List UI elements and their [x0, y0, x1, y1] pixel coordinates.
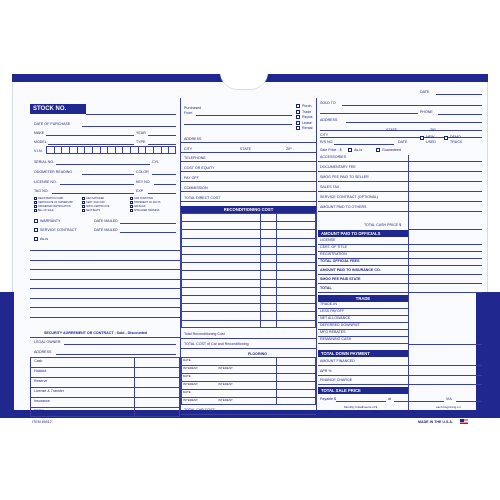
purchase-type-label: Lease [302, 120, 312, 125]
officials-row-line[interactable] [318, 292, 482, 293]
vin-boxes[interactable] [46, 146, 176, 154]
total-cost-line[interactable] [181, 348, 316, 349]
document-checkbox[interactable] [82, 201, 85, 204]
model-line[interactable] [48, 144, 134, 145]
recon-row-line [181, 303, 316, 304]
date-label: DATE [420, 90, 430, 94]
sold-to-label: SOLD TO [320, 101, 336, 105]
officials-row-label: CERT. OF TITLE [320, 245, 348, 249]
tag-no-line[interactable] [52, 193, 134, 194]
vin-box-divider [84, 146, 85, 154]
vin-box-divider [107, 146, 108, 154]
buyer-address-line-2[interactable] [320, 130, 482, 131]
cost-field-line[interactable] [181, 152, 316, 153]
payment-row-line[interactable] [30, 387, 180, 388]
security-agreement-label: SECURITY AGREEMENT OR CONTRACT : Sold - Discounted [44, 331, 148, 335]
key-no-label: KEY NO. [136, 180, 151, 184]
new-checkbox[interactable] [420, 136, 424, 140]
cost-field-label: COST OR EQUITY [184, 166, 215, 170]
total-car-cost-line[interactable] [181, 414, 316, 415]
price-item-label: SALES TAX [320, 185, 340, 189]
total-cost-car-recon-label: TOTAL COST of Car and Reconditioning [184, 342, 249, 346]
notes-line[interactable] [30, 317, 180, 318]
service-contract-checkbox[interactable] [34, 228, 38, 232]
monthly-installments-label: Monthly Installments of $ [344, 405, 378, 409]
payment-row-line[interactable] [30, 377, 180, 378]
year-line[interactable] [148, 135, 176, 136]
payment-row-line[interactable] [30, 367, 180, 368]
officials-row-label: TOTAL [320, 286, 332, 290]
vin-box-divider [69, 146, 70, 154]
flooring-label: FLOORING [248, 352, 267, 356]
payable-at-line[interactable] [394, 401, 444, 402]
cost-field-label: ZIP [286, 147, 292, 151]
buyer-zip-label: ZIP [430, 128, 436, 132]
service-contract-label: SERVICE CONTRACT [40, 228, 77, 232]
document-check-label: SEAT BELTS [86, 208, 101, 212]
sale-as-is-checkbox[interactable] [348, 148, 352, 152]
cost-field-line[interactable] [181, 181, 316, 182]
price-item-line[interactable] [318, 161, 482, 162]
total-recon-line[interactable] [181, 338, 316, 339]
cost-field-label: COMMISSION [184, 186, 208, 190]
vin-box-divider [77, 146, 78, 154]
stock-no-header: STOCK NO. [30, 104, 86, 114]
officials-header: AMOUNT PAID TO OFFICIALS [318, 230, 408, 237]
warranty-checkbox[interactable] [34, 219, 38, 223]
officials-row-label: REGISTRATION [320, 252, 347, 256]
officials-row-label: TOTAL OFFICIAL FEES [320, 259, 360, 263]
color-label: COLOR [136, 170, 149, 174]
recon-row-line [181, 279, 316, 280]
vin-box-divider [153, 146, 154, 154]
legal-address-label: ADDRESS [34, 350, 52, 354]
model-label: MODEL [34, 140, 47, 144]
phone-label: PHONE [420, 110, 433, 114]
trade-header: TRADE [318, 295, 408, 302]
total-cash-line[interactable] [408, 229, 482, 230]
date-line[interactable] [436, 94, 482, 95]
document-check-label: CERT. SIGN OFF [86, 200, 105, 204]
notes-line[interactable] [30, 288, 180, 289]
purchase-type-checkbox[interactable] [296, 126, 300, 130]
phone-line[interactable] [438, 114, 482, 115]
stock-no-line[interactable] [86, 114, 176, 115]
flooring-row-label: INTEREST [183, 382, 198, 386]
as-is-checkbox[interactable] [34, 237, 38, 241]
cost-field-line[interactable] [181, 171, 316, 172]
cost-field-label: STATE [240, 147, 252, 151]
legal-address-line[interactable] [56, 354, 176, 355]
flooring-interest-label: INTEREST [218, 366, 233, 370]
payable-at-label: at [388, 397, 391, 401]
vin-box-divider [122, 146, 123, 154]
recon-row-line [181, 262, 316, 263]
document-checkbox[interactable] [34, 205, 37, 208]
trade-row-label: MFG REBATES [320, 330, 346, 334]
us-flag-icon [460, 419, 468, 424]
cyl-label: CYL [152, 160, 159, 164]
price-item-line[interactable] [318, 191, 482, 192]
sale-as-is-label: As-Is [354, 148, 363, 152]
on-label: on [412, 410, 416, 414]
recon-row-line [181, 270, 316, 271]
finance-row-line[interactable] [318, 375, 482, 376]
new-label: NEW [426, 135, 435, 139]
date-of-purchase-label: DATE OF PURCHASE [34, 122, 71, 126]
notes-line[interactable] [30, 307, 180, 308]
document-check-label: REGISTRATION CARD [38, 196, 64, 200]
officials-row-label: LICENSE [320, 238, 336, 242]
purchase-type-label: Trade [302, 109, 312, 114]
payable-via-label: VIA [446, 397, 452, 401]
column-divider-2 [316, 98, 317, 410]
vin-box-divider [100, 146, 101, 154]
guaranteed-checkbox[interactable] [376, 148, 380, 152]
buyer-address-line[interactable] [346, 122, 482, 123]
payment-row-label: Insurance [34, 399, 50, 403]
cost-field-label: TELEPHONE [184, 156, 206, 160]
guaranteed-label: Guaranteed [382, 148, 401, 152]
payment-row-label: Reserve [34, 379, 48, 383]
document-checkbox[interactable] [34, 197, 37, 200]
recon-row-line [181, 295, 316, 296]
document-checkbox[interactable] [82, 205, 85, 208]
purchase-type-checkbox[interactable] [296, 121, 300, 125]
payable-label: Payable $ [320, 397, 336, 401]
payment-row-line[interactable] [30, 397, 180, 398]
total-sale-price-header: TOTAL SALE PRICE [318, 387, 408, 394]
flooring-row-label: DATE [183, 358, 191, 362]
purchase-type-label: Rental [302, 126, 313, 130]
document-checkbox[interactable] [130, 205, 133, 208]
odometer-line[interactable] [82, 174, 134, 175]
document-check-label: STATEMENT OF FACTS [134, 200, 161, 204]
sale-price-label: Sale Price - $ [320, 148, 342, 152]
payment-row-line[interactable] [30, 407, 180, 408]
payment-row-label: TOTAL [34, 409, 46, 413]
trade-row-label: NET ALLOWANCE [320, 316, 351, 320]
right-band [476, 292, 500, 418]
purchased-from-line-1[interactable] [196, 115, 292, 116]
rs-date-label: DATE [398, 140, 408, 144]
make-label: MAKE [34, 131, 45, 135]
recon-row-line [181, 246, 316, 247]
service-date-line[interactable] [120, 232, 176, 233]
key-no-line[interactable] [154, 184, 176, 185]
serial-no-label: SERIAL NO. [34, 160, 55, 164]
recon-row-line [181, 320, 316, 321]
trade-row-label: TRADE-IN [320, 302, 337, 306]
make-line[interactable] [46, 135, 134, 136]
demo-checkbox[interactable] [444, 136, 448, 140]
left-band [0, 292, 14, 418]
cost-field-label: ADDRESS [184, 137, 202, 141]
vin-box-divider [130, 146, 131, 154]
vin-box-divider [92, 146, 93, 154]
vin-box-divider [138, 146, 139, 154]
cost-field-line[interactable] [181, 142, 316, 143]
sold-to-line-2[interactable] [320, 113, 418, 114]
officials-row-label: AMOUNT PAID TO INSURANCE CO. [320, 268, 381, 272]
flooring-row-label: DATE [183, 374, 191, 378]
used-label: USED [426, 140, 436, 144]
final-via-label: VIA [446, 410, 451, 414]
document-check-label: CAR CONDITION [134, 196, 154, 200]
officials-row-line[interactable] [318, 274, 482, 275]
document-check-label: AIR BAGS [134, 204, 146, 208]
from-label: From [184, 111, 193, 115]
license-no-label: LICENSE NO. [34, 180, 57, 184]
document-check-label: SHOULDER HARNESS [134, 208, 160, 212]
color-line[interactable] [152, 174, 176, 175]
purchase-type-checkbox[interactable] [296, 104, 300, 108]
price-item-label: DOCUMENTARY FEE [320, 165, 356, 169]
item-number: ITEM #5512 [32, 420, 52, 424]
vin-box-divider [168, 146, 169, 154]
vin-label: V.I.N. [34, 149, 43, 153]
security-divider [30, 337, 180, 338]
notes-line[interactable] [30, 260, 180, 261]
flooring-row-line [181, 373, 316, 374]
notes-line[interactable] [30, 269, 180, 270]
flooring-row-line [181, 365, 316, 366]
price-item-line[interactable] [318, 211, 482, 212]
officials-row-line[interactable] [318, 265, 482, 266]
warranty-label: WARRANTY [40, 219, 61, 223]
officials-row-line[interactable] [318, 283, 482, 284]
as-is-label: As-Is [40, 237, 49, 241]
finance-row-label: AMOUNT FINANCED [320, 359, 355, 363]
down-payment-header: TOTAL DOWN PAYMENT [318, 350, 408, 357]
recon-row-line [181, 229, 316, 230]
price-item-line[interactable] [318, 171, 482, 172]
date-of-purchase-line[interactable] [82, 126, 176, 127]
payment-row-label: Holdout [34, 369, 47, 373]
document-check-label: BILL OF SALE [38, 208, 54, 212]
total-car-cost-label: TOTAL CAR COST [184, 408, 215, 412]
document-check-label: ODOMETER CERTIFICATION [38, 204, 71, 208]
exp-label: EXP [136, 189, 144, 193]
flooring-interest-label: INTEREST [218, 398, 233, 402]
recon-row-line [181, 254, 316, 255]
trade-total-line[interactable] [408, 344, 482, 345]
truck-label: TRUCK [450, 140, 463, 144]
notes-line[interactable] [30, 298, 180, 299]
year-label: YEAR [136, 131, 146, 135]
buyer-address-label: ADDRESS [320, 118, 338, 122]
purchase-type-label: Purch. [302, 104, 313, 108]
price-item-label: SMOG FEE PAID TO SELLER [320, 175, 369, 179]
trade-row-label: LESS PAYOFF [320, 309, 345, 313]
notes-line[interactable] [30, 279, 180, 280]
made-in-usa-label: MADE IN THE U.S.A. [418, 420, 453, 424]
vin-box-divider [115, 146, 116, 154]
odometer-label: ODOMETER READING [34, 170, 73, 174]
service-date-mailed-label: DATE MAILED [94, 228, 118, 232]
recon-row-line [181, 287, 316, 288]
installment-via-label: VIA [328, 410, 333, 414]
finance-row-label: FINANCE CHARGE [320, 378, 353, 382]
cost-field-line[interactable] [181, 191, 316, 192]
purchase-type-label: Repos [302, 115, 313, 119]
recon-row-line [181, 311, 316, 312]
vin-box-divider [54, 146, 55, 154]
legal-owner-line[interactable] [64, 344, 176, 345]
payable-line[interactable] [336, 401, 386, 402]
finance-row-line[interactable] [318, 384, 482, 385]
document-checkbox[interactable] [34, 209, 37, 212]
warranty-date-mailed-label: DATE MAILED [94, 219, 118, 223]
trade-row-label: REMAINING CASH [320, 337, 352, 341]
rs-no-label: R/S NO. [320, 140, 334, 144]
each-beginning-label: each beginning on [436, 405, 461, 409]
type-label: TYPE [136, 140, 146, 144]
purchase-type-checkbox[interactable] [296, 110, 300, 114]
cost-field-line[interactable] [181, 201, 316, 202]
price-item-line[interactable] [318, 181, 482, 182]
officials-row-label: SMOG FEE PAID STATE [320, 277, 361, 281]
total-recon-label: Total Reconditioning Cost [184, 332, 225, 336]
vin-box-divider [161, 146, 162, 154]
type-line[interactable] [148, 144, 176, 145]
trade-row-line[interactable] [318, 343, 408, 344]
document-checkbox[interactable] [34, 201, 37, 204]
flooring-row-line [181, 381, 316, 382]
legal-owner-label: LEGAL OWNER: [34, 340, 62, 344]
notes-line[interactable] [30, 250, 180, 251]
price-item-label: ACCESSORIES [320, 155, 346, 159]
and-label: and $ [372, 410, 380, 414]
cost-field-line[interactable] [181, 161, 316, 162]
recon-row-line [181, 221, 316, 222]
document-check-label: CERTIFICATE OF OWNERSHIP [38, 200, 73, 204]
sold-to-line[interactable] [342, 105, 482, 106]
trade-row-label: DEFERRED DOWNPMT [320, 323, 360, 327]
payable-via-line[interactable] [456, 401, 482, 402]
flooring-row-label: DATE [183, 390, 191, 394]
flooring-row-line [181, 389, 316, 390]
purchase-type-checkbox[interactable] [296, 115, 300, 119]
flooring-row-line [181, 397, 316, 398]
document-checkbox[interactable] [130, 201, 133, 204]
payment-row-label: License & Transfer [34, 389, 64, 393]
purchased-label: Purchased [184, 106, 202, 110]
finance-row-line[interactable] [318, 365, 482, 366]
price-item-label: AMOUNT PAID TO OTHERS [320, 205, 367, 209]
tag-no-label: TAG NO. [34, 189, 49, 193]
document-checkbox[interactable] [130, 197, 133, 200]
flooring-row-label: INTEREST [183, 398, 198, 402]
document-checkbox[interactable] [130, 209, 133, 212]
purchased-from-line-2[interactable] [184, 124, 292, 125]
demo-label: DEMO [450, 135, 461, 139]
document-checkbox[interactable] [82, 197, 85, 200]
reconditioning-cost-header: RECONDITIONING COST [181, 206, 316, 213]
cost-field-label: PAY OFF [184, 176, 199, 180]
recon-row-line [181, 238, 316, 239]
vin-box-divider [61, 146, 62, 154]
warranty-date-line[interactable] [120, 223, 176, 224]
cost-field-label: TOTAL DIRECT COST [184, 196, 221, 200]
flooring-row-label: INTEREST [183, 366, 198, 370]
payment-row-label: Cash [34, 359, 43, 363]
cost-field-label: CITY [184, 147, 193, 151]
flooring-interest-label: INTEREST [218, 382, 233, 386]
serial-no-line[interactable] [56, 164, 150, 165]
document-check-label: LIEN SATISFIED [86, 196, 105, 200]
exp-line[interactable] [148, 193, 176, 194]
buyer-state-label: STATE [386, 128, 398, 132]
finance-row-label: APR % [320, 368, 332, 373]
price-item-line[interactable] [318, 201, 482, 202]
price-item-label: SERVICE CONTRACT (OPTIONAL) [320, 195, 379, 199]
total-cash-price-label: TOTAL CASH PRICE $ [364, 223, 402, 227]
buyer-city-label: CITY [320, 133, 329, 137]
license-no-line[interactable] [60, 184, 134, 185]
document-checkbox[interactable] [82, 209, 85, 212]
document-check-label: SMOG CERTIFICATE [86, 204, 110, 208]
rs-no-line[interactable] [334, 144, 394, 145]
vin-box-divider [145, 146, 146, 154]
